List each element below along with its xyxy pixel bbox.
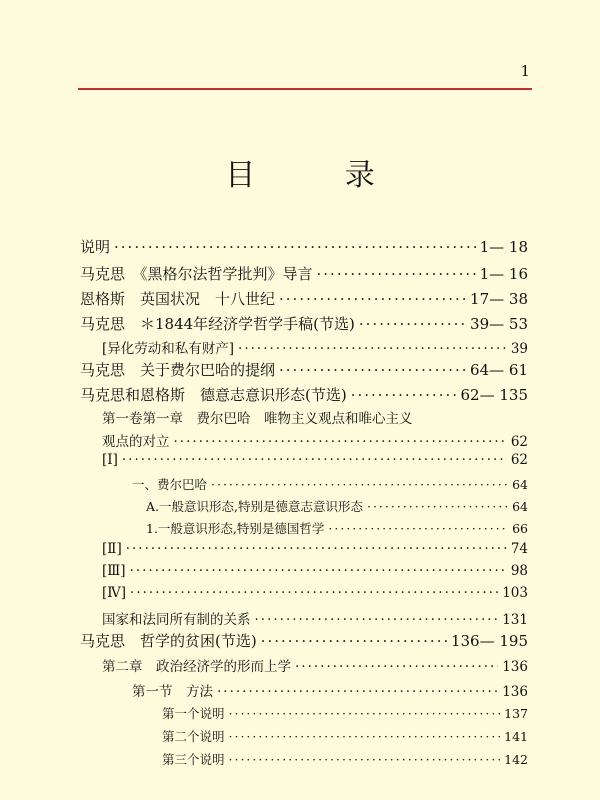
toc-leader <box>126 541 507 557</box>
toc-leader <box>328 521 508 536</box>
toc-entry-label: 1.一般意识形态,特别是德国哲学 <box>146 521 325 536</box>
toc-entry-pages: 62 <box>510 434 528 450</box>
toc-entry-label: 第三个说明 <box>162 752 225 767</box>
toc-leader <box>130 563 507 579</box>
toc-entry-label: [Ⅳ] <box>102 585 127 601</box>
toc-entry-pages: 136— 195 <box>450 632 528 650</box>
toc-entry-pages: 1— 16 <box>479 265 528 283</box>
toc-leader <box>351 386 457 404</box>
toc-leader <box>255 612 499 628</box>
toc-entry-label: [异化劳动和私有财产] <box>102 341 235 357</box>
toc-entry <box>162 727 528 745</box>
toc-entry-pages: 141 <box>504 729 528 744</box>
toc-entry-pages: 103 <box>502 585 528 601</box>
toc-entry-pages: 74 <box>510 541 528 557</box>
toc-entry-pages: 64— 61 <box>470 361 528 379</box>
toc-entry <box>80 384 528 405</box>
toc-entry-label: 马克思和恩格斯 德意志意识形态(节选) <box>80 386 347 404</box>
toc-leader <box>229 729 501 744</box>
toc-entry-label: 一、费尔巴哈 <box>132 477 208 492</box>
toc-leader <box>122 452 507 468</box>
toc-entry <box>102 407 528 427</box>
toc-leader <box>174 434 507 450</box>
toc-entry <box>132 475 528 493</box>
toc-entry <box>102 430 528 450</box>
toc-entry <box>102 541 528 557</box>
toc-leader <box>367 499 508 514</box>
toc-entry <box>102 585 528 601</box>
toc-entry-pages: 66 <box>512 521 528 536</box>
header-rule <box>78 88 532 90</box>
toc-entry-pages: 62 <box>510 452 528 468</box>
toc-entry-pages: 17— 38 <box>470 290 528 308</box>
toc-entry-label: 第一卷第一章 费尔巴哈 唯物主义观点和唯心主义 <box>102 411 413 427</box>
toc-entry <box>80 630 528 651</box>
toc-entry-label: [Ⅱ] <box>102 541 122 557</box>
toc-entry <box>80 359 528 380</box>
toc-entry-label: 马克思 《黑格尔法哲学批判》导言 <box>80 265 313 283</box>
toc-entry <box>80 288 528 309</box>
toc-entry-pages: 62— 135 <box>460 386 528 404</box>
toc-leader <box>279 290 466 308</box>
toc-entry-pages: 136 <box>502 659 528 675</box>
toc-leader <box>130 585 498 601</box>
toc-entry-label: [Ⅲ] <box>102 563 126 579</box>
toc-entry-label: 马克思 关于费尔巴哈的提纲 <box>80 361 276 379</box>
toc-entry <box>146 519 528 537</box>
toc-entry-pages: 136 <box>502 684 528 700</box>
toc-entry-label: 第二章 政治经济学的形而上学 <box>102 659 291 675</box>
toc-entry-pages: 64 <box>512 477 528 492</box>
toc-entry <box>80 263 528 284</box>
toc-entry-pages: 1— 18 <box>479 238 528 256</box>
toc-entry <box>80 313 528 334</box>
toc-entry-label: 国家和法同所有制的关系 <box>102 612 251 628</box>
toc-entry-label: 说明 <box>80 238 111 256</box>
toc-entry-label: 第二个说明 <box>162 729 225 744</box>
toc-entry-pages: 137 <box>504 706 528 721</box>
toc-entry <box>146 497 528 515</box>
toc-entry-label: A.一般意识形态,特别是德意志意识形态 <box>146 499 363 514</box>
toc-entry-pages: 39— 53 <box>470 315 528 333</box>
toc-entry <box>132 680 528 700</box>
toc-leader <box>317 265 476 283</box>
toc-entry <box>80 236 528 257</box>
toc-leader <box>261 632 447 650</box>
toc-entry-pages: 39 <box>510 341 528 357</box>
toc-entry-label: 第一节 方法 <box>132 684 213 700</box>
toc-entry-label: 马克思 哲学的贫困(节选) <box>80 632 257 650</box>
toc-entry-pages: 131 <box>502 612 528 628</box>
toc-entry-pages: 142 <box>504 752 528 767</box>
toc-leader <box>217 684 498 700</box>
toc-entry <box>102 337 528 357</box>
toc-entry <box>162 704 528 722</box>
toc-entry-label: [Ⅰ] <box>102 452 118 468</box>
toc-entry <box>102 608 528 628</box>
toc-leader <box>359 315 466 333</box>
toc-entry-label: 观点的对立 <box>102 434 170 450</box>
toc-entry <box>102 452 528 468</box>
toc-entry <box>102 563 528 579</box>
toc-entry <box>102 655 528 675</box>
toc-leader <box>211 477 508 492</box>
toc-leader <box>229 706 501 721</box>
toc-entry-label: 恩格斯 英国状况 十八世纪 <box>80 290 276 308</box>
toc-leader <box>229 752 501 767</box>
toc-entry-pages: 98 <box>510 563 528 579</box>
toc-leader <box>279 361 466 379</box>
page-title: 目 录 <box>225 158 415 193</box>
page-number: 1 <box>520 62 530 80</box>
toc-leader <box>114 238 476 256</box>
toc-leader <box>238 341 507 357</box>
toc-leader <box>295 659 498 675</box>
toc-entry <box>162 750 528 768</box>
toc-entry-label: 第一个说明 <box>162 706 225 721</box>
toc-entry-pages: 64 <box>512 499 528 514</box>
toc-entry-label: 马克思 ＊1844年经济学哲学手稿(节选) <box>80 315 355 333</box>
